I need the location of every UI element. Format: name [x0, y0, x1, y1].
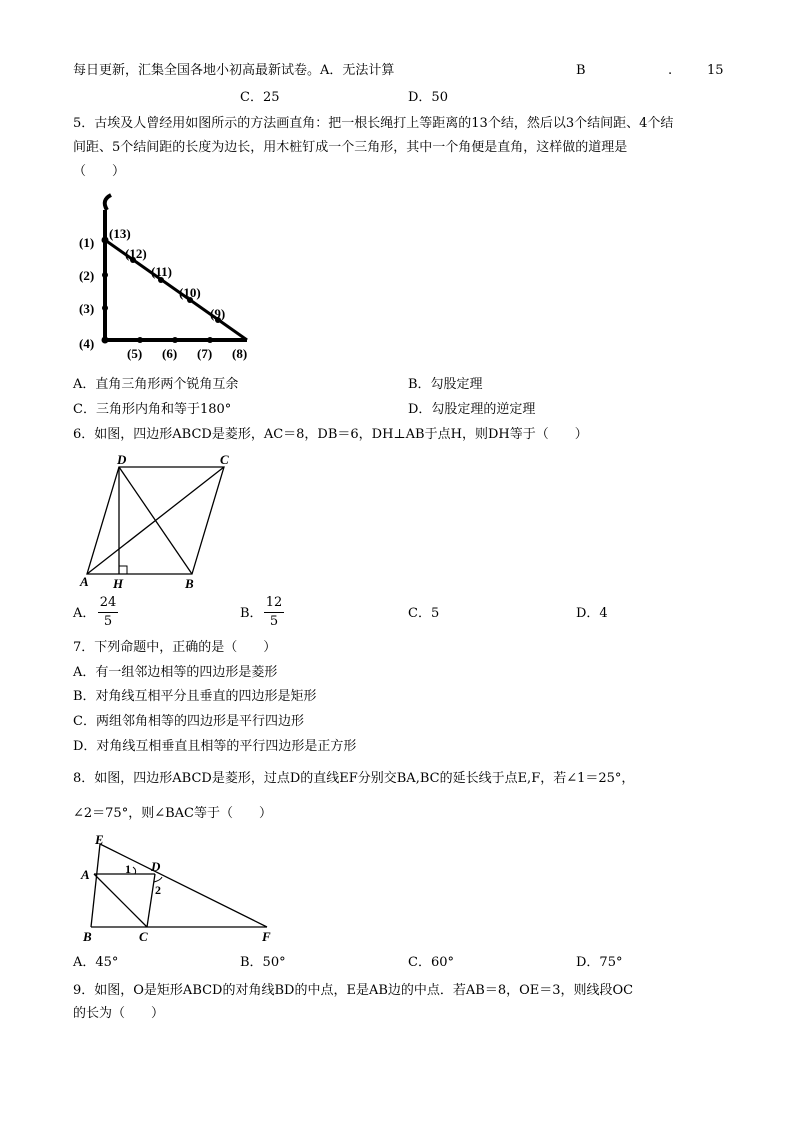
q6-option-a-fraction [98, 595, 118, 630]
q5-stem-line2: 间距、5个结间距的长度为边长，用木桩钉成一个三角形，其中一个角便是直角，这样做的道理是 [73, 140, 628, 155]
q8-stem-line2: ∠2＝75°，则∠BAC等于（ ） [73, 806, 272, 821]
option-b-value: 15 [707, 63, 724, 78]
fraction-numerator: 24 [99, 595, 117, 610]
rope-label-5: (5) [127, 346, 143, 361]
option-c: C．25 [240, 90, 280, 105]
vertex-label-d: D [151, 859, 161, 874]
q8-option-d: D．75° [576, 955, 623, 970]
rope-label-10: (10) [179, 285, 201, 300]
q6-stem: 6．如图，四边形ABCD是菱形，AC＝8，DB＝6，DH⊥AB于点H，则DH等于（ ） [73, 427, 588, 442]
q5-rope-triangle-figure [75, 190, 255, 365]
vertex-label-b: B [83, 929, 92, 944]
rope-label-11: (11) [151, 264, 172, 279]
rope-label-8: (8) [232, 346, 248, 361]
vertex-label-c: C [220, 452, 229, 467]
option-d: D．50 [408, 90, 448, 105]
q7-option-c: C．两组邻角相等的四边形是平行四边形 [73, 714, 304, 729]
rope-label-7: (7) [197, 346, 213, 361]
angle-label-2: 2 [155, 883, 161, 897]
vertex-label-h: H [113, 576, 124, 591]
vertex-label-a: A [81, 867, 90, 882]
rope-label-4: (4) [79, 336, 95, 351]
q5-stem-line1: 5．古埃及人曾经用如图所示的方法画直角：把一根长绳打上等距离的13个结，然后以3个结间距、4个结 [73, 116, 674, 131]
rope-label-12: (12) [125, 246, 147, 261]
fraction-denominator: 5 [269, 614, 279, 629]
q8-stem-line1: 8．如图，四边形ABCD是菱形，过点D的直线EF分别交BA,BC的延长线于点E,F，若∠1＝25°， [73, 771, 635, 786]
vertex-label-b: B [185, 576, 194, 591]
option-b-label: B [576, 63, 586, 78]
rope-label-1: (1) [79, 235, 95, 250]
header-banner: 每日更新，汇集全国各地小初高最新试卷。A．无法计算 [73, 63, 395, 78]
fraction-denominator: 5 [103, 614, 113, 629]
q7-option-a: A．有一组邻边相等的四边形是菱形 [73, 665, 278, 680]
vertex-label-c: C [139, 929, 148, 944]
q5-option-b: B．勾股定理 [408, 377, 483, 392]
vertex-label-e: E [95, 832, 104, 847]
q9-stem-line1: 9．如图，O是矩形ABCD的对角线BD的中点，E是AB边的中点．若AB＝8，OE＝3，则线段OC [73, 983, 634, 998]
vertex-label-d: D [117, 452, 127, 467]
q5-option-d: D．勾股定理的逆定理 [408, 402, 536, 417]
q9-stem-line2: 的长为（ ） [73, 1006, 165, 1021]
vertex-label-f: F [262, 929, 271, 944]
q6-option-d: D．4 [576, 606, 608, 621]
q7-option-b: B．对角线互相平分且垂直的四边形是矩形 [73, 689, 317, 704]
rope-label-9: (9) [210, 306, 226, 321]
option-b-dot: . [668, 63, 673, 78]
q6-option-b-label: B． [240, 606, 263, 621]
q8-rhombus-figure [75, 832, 285, 947]
q6-option-a-label: A． [73, 606, 96, 621]
q8-option-a: A．45° [73, 955, 119, 970]
angle-label-1: 1 [125, 862, 131, 876]
rope-label-2: (2) [79, 268, 95, 283]
q7-option-d: D．对角线互相垂直且相等的平行四边形是正方形 [73, 739, 357, 754]
q6-option-b-fraction [264, 595, 284, 630]
fraction-numerator: 12 [265, 595, 283, 610]
q5-stem-line3: （ ） [73, 164, 126, 179]
q5-option-c: C．三角形内角和等于180° [73, 402, 232, 417]
q7-stem: 7．下列命题中，正确的是（ ） [73, 640, 277, 655]
fraction-bar [98, 612, 118, 613]
rope-label-13: (13) [109, 226, 131, 241]
vertex-label-a: A [80, 574, 89, 589]
q6-rhombus-figure [75, 452, 235, 592]
rope-label-6: (6) [162, 346, 178, 361]
fraction-bar [264, 612, 284, 613]
q5-option-a: A．直角三角形两个锐角互余 [73, 377, 239, 392]
rope-label-3: (3) [79, 301, 95, 316]
q8-option-c: C．60° [408, 955, 454, 970]
q8-option-b: B．50° [240, 955, 286, 970]
q6-option-c: C．5 [408, 606, 440, 621]
